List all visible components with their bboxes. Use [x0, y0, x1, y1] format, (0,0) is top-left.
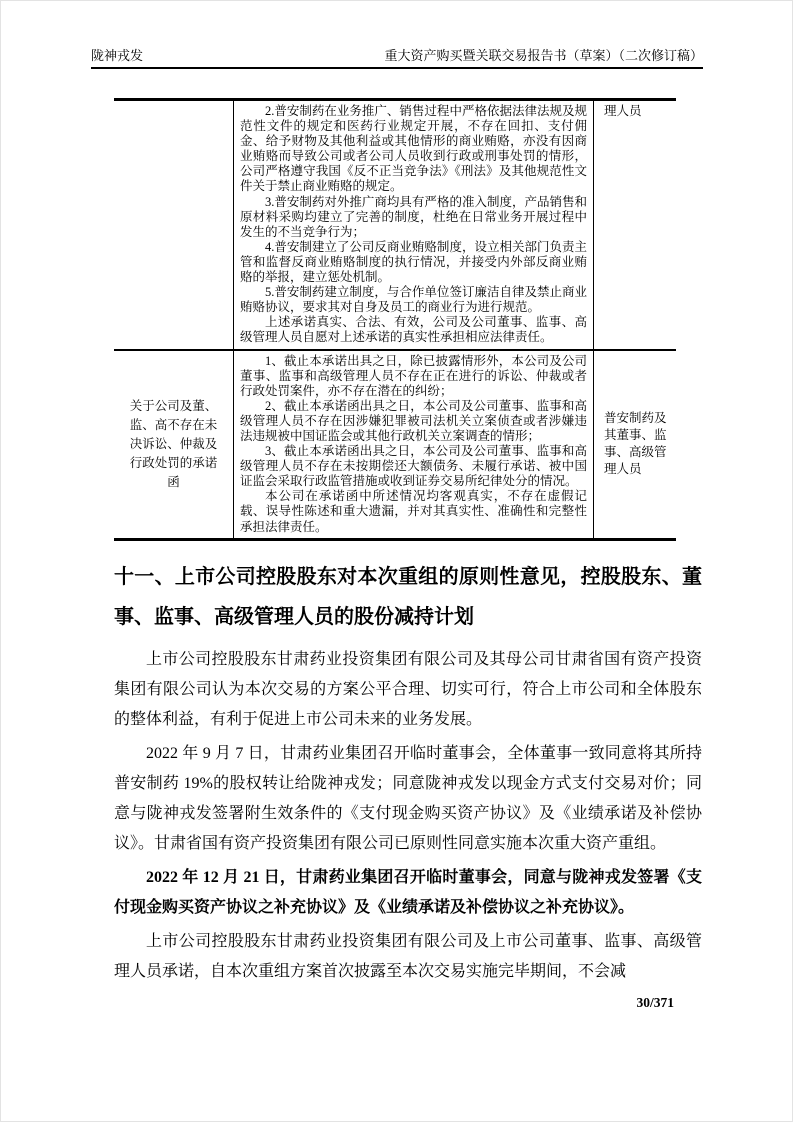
commitment-paragraph: 2.普安制药在业务推广、销售过程中严格依据法律法规及规范性文件的规定和医药行业规定开展，不存在回扣、支付佣金、给予财物及其他利益或其他情形的商业贿赂，亦没有因商业贿赂而导致公司或者公司人员收到行政或刑事处罚的情形，公司严格遵守我国《反不正当竞争法》《刑法》及其他规范性文件关于禁止商业贿赂的规定。: [240, 104, 587, 194]
commitment-paragraph: 5.普安制药建立制度，与合作单位签订廉洁自律及禁止商业贿赂协议，要求其对自身及员工的商业行为进行规范。: [240, 285, 587, 315]
table-row: [114, 349, 676, 538]
commitment-paragraph: 3、截止本承诺函出具之日，本公司及公司董事、监事和高级管理人员不存在未按期偿还大额债务、未履行承诺、被中国证监会采取行政监管措施或收到证券交易所纪律处分的情况。: [240, 444, 587, 489]
commitment-label-cell: 关于公司及董、监、高不存在未决诉讼、仲裁及行政处罚的承诺函: [129, 398, 218, 489]
body-paragraph-bold: 2022 年 12 月 21 日，甘肃药业集团召开临时董事会，同意与陇神戎发签署《支付现金购买资产协议之补充协议》及《业绩承诺及补偿协议之补充协议》。: [114, 868, 702, 916]
commitment-paragraph: 上述承诺真实、合法、有效，公司及公司董事、监事、高级管理人员自愿对上述承诺的真实性承担相应法律责任。: [240, 315, 587, 345]
page-header: [91, 47, 703, 69]
commitment-paragraph: 2、截止本承诺函出具之日，本公司及公司董事、监事和高级管理人员不存在因涉嫌犯罪被司法机关立案侦查或者涉嫌违法违规被中国证监会或其他行政机关立案调查的情形；: [240, 398, 587, 443]
commitment-text-cell: [233, 101, 594, 349]
body-paragraph: 上市公司控股股东甘肃药业投资集团有限公司及其母公司甘肃省国有资产投资集团有限公司认为本次交易的方案公平合理、切实可行，符合上市公司和全体股东的整体利益，有利于促进上市公司未来的业务发展。: [114, 650, 702, 728]
header-company: 陇神戎发: [91, 48, 144, 63]
page-content: [114, 98, 702, 1011]
section-heading: 十一、上市公司控股股东对本次重组的原则性意见，控股股东、董事、监事、高级管理人员的股份减持计划: [114, 565, 702, 628]
commitment-party-cell: 理人员: [604, 104, 642, 118]
commitment-paragraph: 4.普安制建立了公司反商业贿赂制度，设立相关部门负责主管和监督反商业贿赂制度的执行情况，并接受内外部反商业贿赂的举报，建立惩处机制。: [240, 239, 587, 285]
commitment-text-cell: [233, 351, 594, 538]
table-row: [114, 101, 676, 349]
commitment-paragraph: 1、截止本承诺出具之日，除已披露情形外，本公司及公司董事、监事和高级管理人员不存在正在进行的诉讼、仲裁或者行政处罚案件，亦不存在潜在的纠纷；: [240, 353, 587, 398]
header-doc-title: 重大资产购买暨关联交易报告书（草案）（二次修订稿）: [384, 48, 703, 63]
body-paragraph: 2022 年 9 月 7 日，甘肃药业集团召开临时董事会，全体董事一致同意将其所持普安制药 19%的股权转让给陇神戎发；同意陇神戎发以现金方式支付交易对价；同意与陇神戎发签署附生效条件的《支付现金购买资产协议》及《业绩承诺及补偿协议》。甘肃省国有资产投资集团有限公司已原则性同意实施本次重大资产重组。: [114, 744, 702, 852]
page-number: 30/371: [636, 994, 674, 1010]
commitments-table: [114, 98, 676, 541]
commitment-paragraph: 3.普安制药对外推广商均具有严格的准入制度，产品销售和原材料采购均建立了完善的制度，杜绝在日常业务开展过程中发生的不当竞争行为；: [240, 194, 587, 239]
commitment-paragraph: 本公司在承诺函中所述情况均客观真实，不存在虚假记载、误导性陈述和重大遗漏，并对其真实性、准确性和完整性承担法律责任。: [240, 489, 587, 534]
body-paragraph: 上市公司控股股东甘肃药业投资集团有限公司及上市公司董事、监事、高级管理人员承诺，自本次重组方案首次披露至本次交易实施完毕期间，不会减: [114, 932, 702, 980]
commitment-party-cell: 普安制药及其董事、监事、高级管理人员: [604, 411, 667, 477]
commitment-label-cell: [114, 101, 233, 349]
